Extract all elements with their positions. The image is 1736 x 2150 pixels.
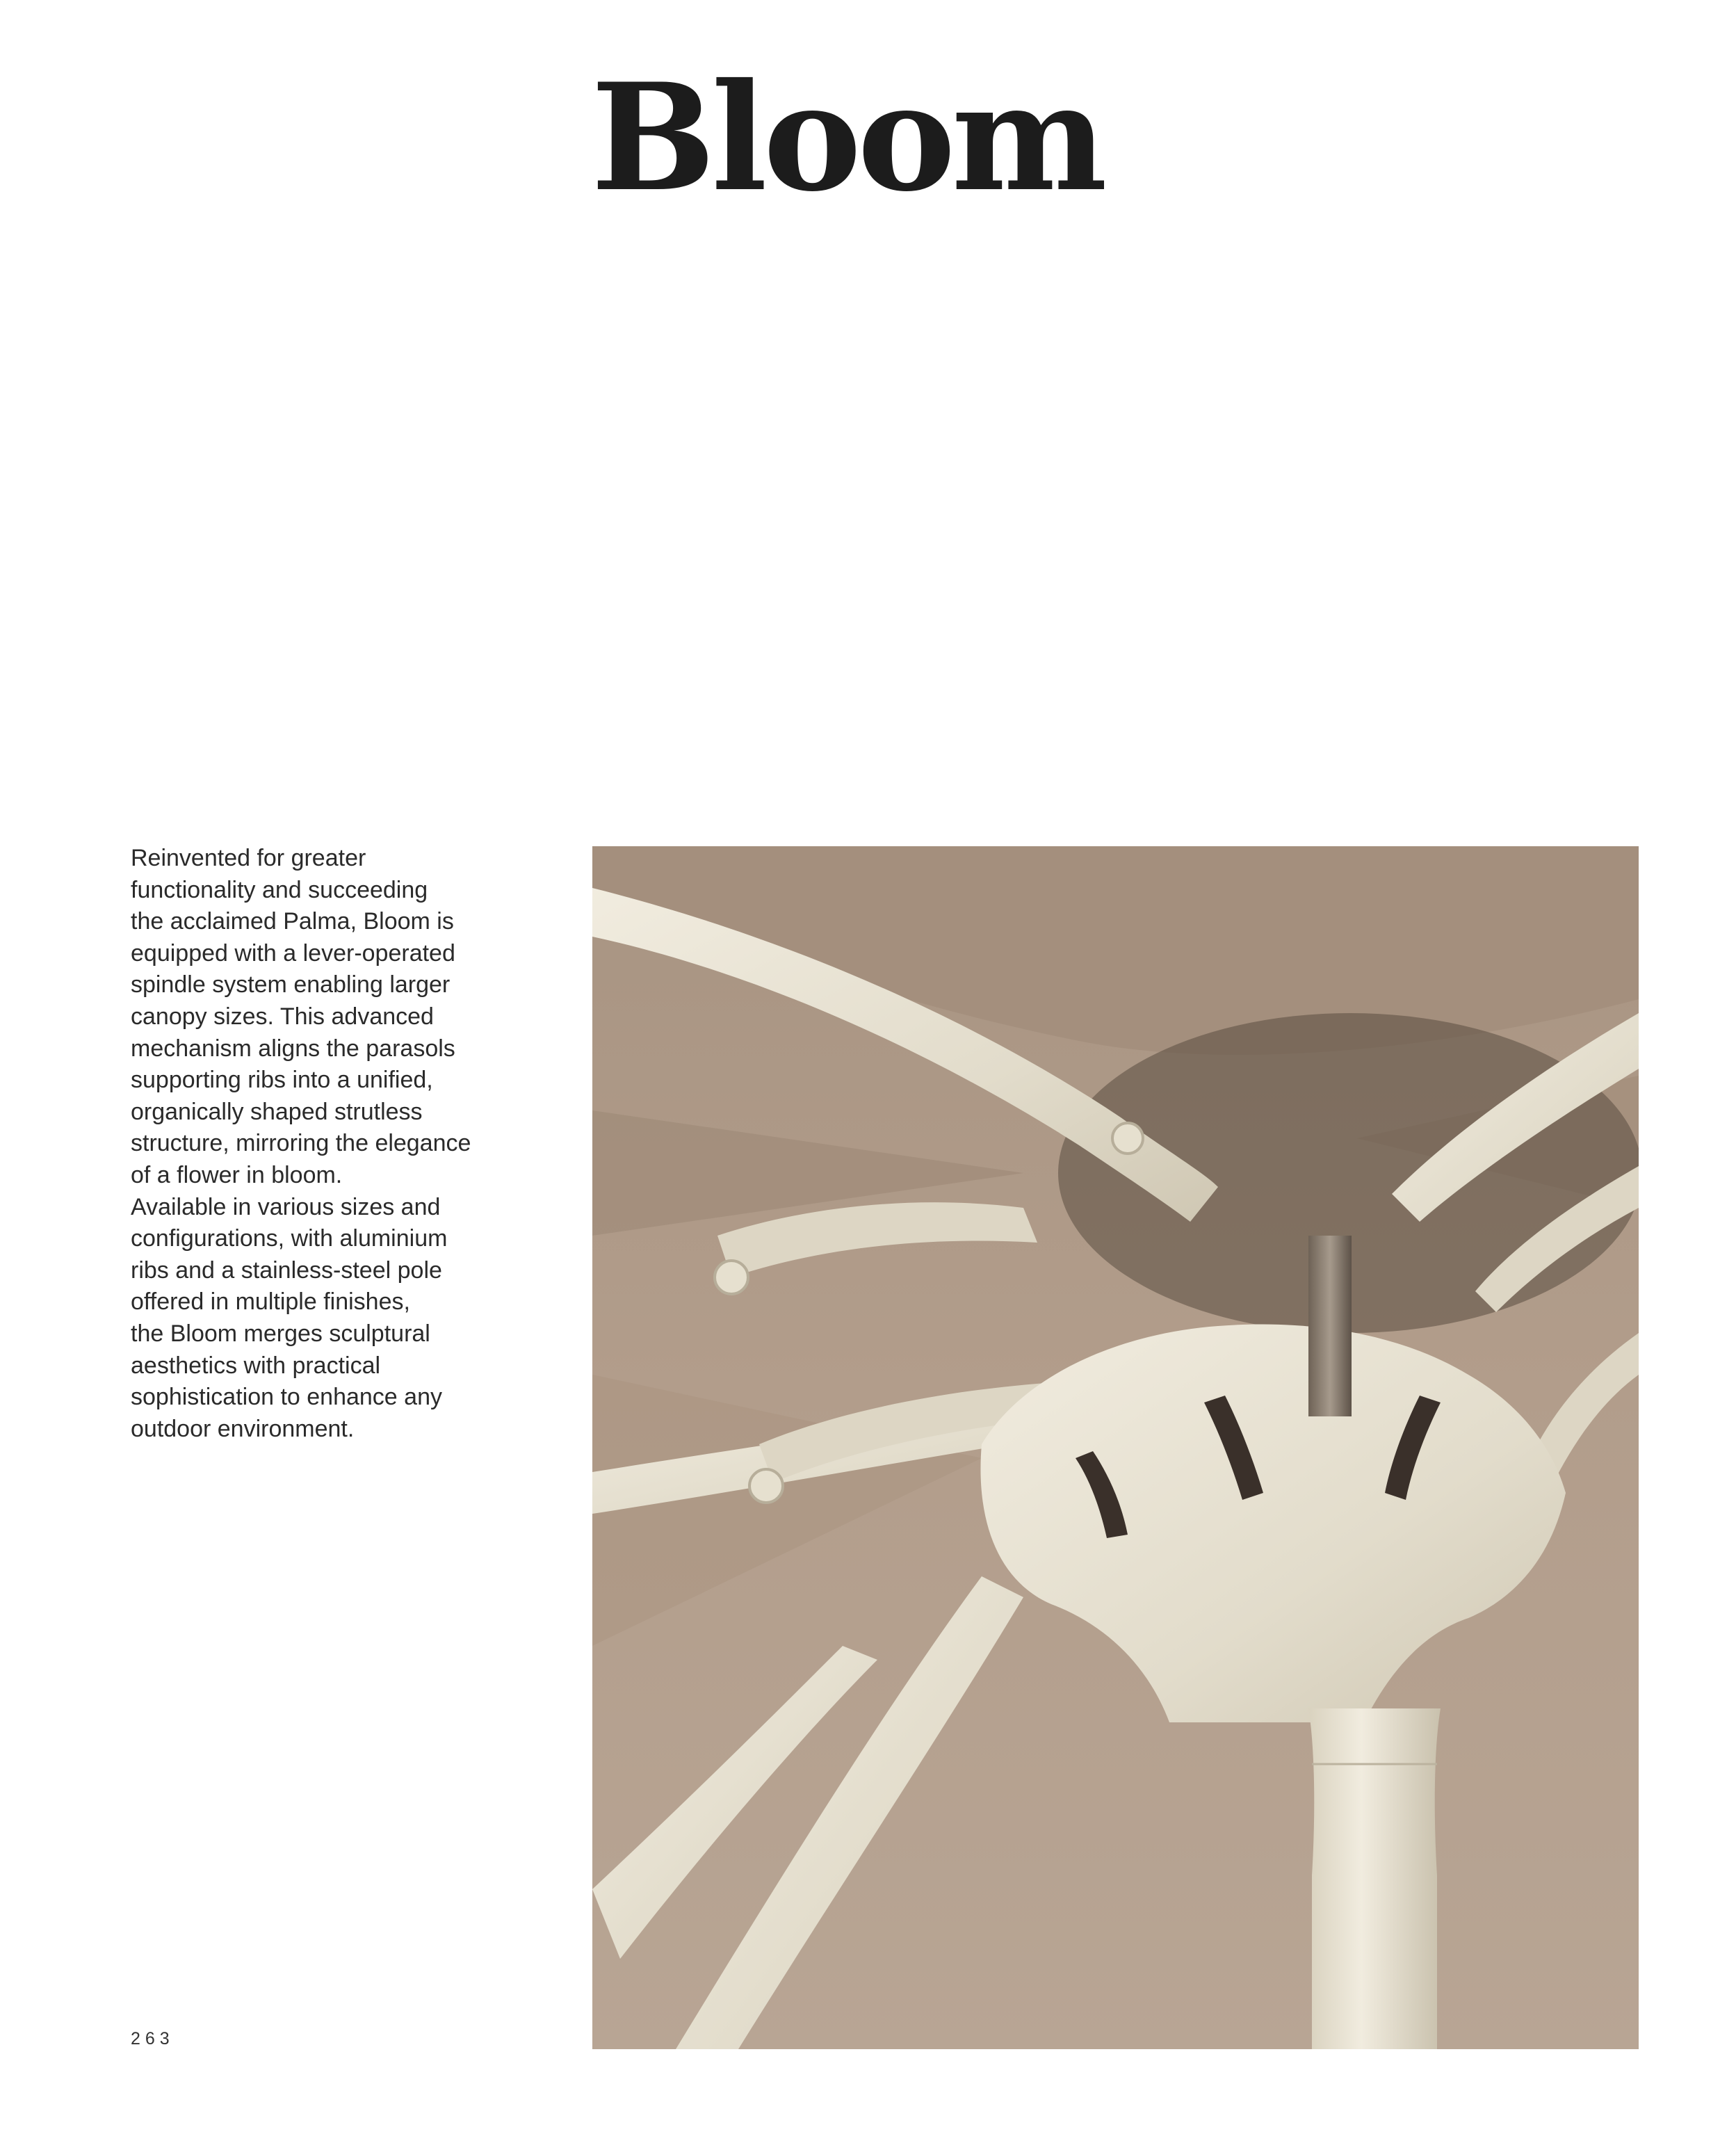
description-line: spindle system enabling larger xyxy=(131,971,451,999)
description-line: the Bloom merges sculptural xyxy=(131,1320,430,1347)
description-line: mechanism aligns the parasols xyxy=(131,1035,455,1062)
description-line: outdoor environment. xyxy=(131,1415,355,1442)
description-line: supporting ribs into a unified, xyxy=(131,1067,433,1094)
description-line: functionality and succeeding xyxy=(131,876,428,903)
page-number: 263 xyxy=(131,2029,175,2048)
description-line: Reinvented for greater xyxy=(131,845,366,871)
description-line: Available in various sizes and xyxy=(131,1193,441,1220)
parasol-photo xyxy=(592,846,1639,2049)
description-line: sophistication to enhance any xyxy=(131,1384,442,1411)
description-line: canopy sizes. This advanced xyxy=(131,1003,434,1030)
description-line: structure, mirroring the elegance xyxy=(131,1130,471,1157)
description-line: the acclaimed Palma, Bloom is xyxy=(131,908,454,935)
description-line: aesthetics with practical xyxy=(131,1352,381,1379)
description-line: configurations, with aluminium xyxy=(131,1225,448,1252)
description-line: organically shaped strutless xyxy=(131,1098,423,1125)
page-title: Bloom xyxy=(591,51,1103,224)
description-line: offered in multiple finishes, xyxy=(131,1288,410,1316)
product-description xyxy=(131,843,576,1445)
description-line: equipped with a lever-operated xyxy=(131,939,455,967)
description-line: of a flower in bloom. xyxy=(131,1161,343,1188)
description-line: ribs and a stainless-steel pole xyxy=(131,1256,442,1284)
